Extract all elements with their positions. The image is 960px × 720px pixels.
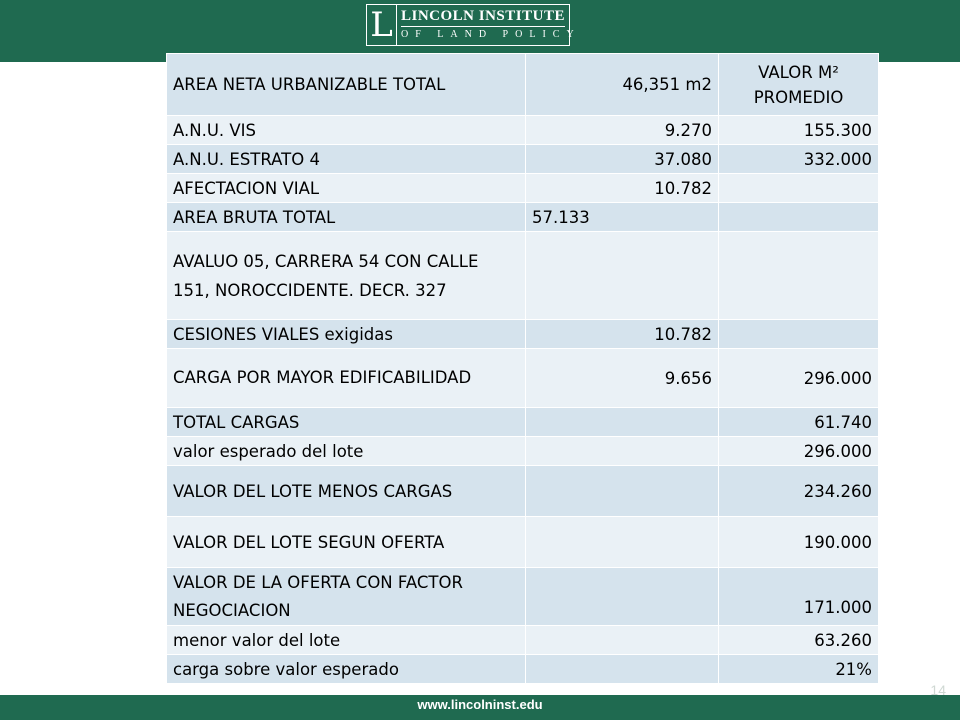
table-row [167,145,879,174]
table-row [167,203,879,232]
table-row [167,466,879,517]
area-value: 9.656 [526,349,719,408]
logo-subtitle: OF LAND POLICY [401,29,581,40]
table-row [167,174,879,203]
row-label: AVALUO 05, CARRERA 54 CON CALLE 151, NOROCCIDENTE. DECR. 327 [167,232,526,320]
table-row [167,116,879,145]
area-value [526,466,719,517]
row-label: A.N.U. VIS [167,116,526,145]
footer-url[interactable]: www.lincolninst.edu [417,697,543,712]
price-value: 296.000 [719,349,879,408]
area-value [526,568,719,626]
row-label: VALOR DEL LOTE MENOS CARGAS [167,466,526,517]
price-value: 61.740 [719,408,879,437]
row-label: carga sobre valor esperado [167,655,526,684]
row-label: A.N.U. ESTRATO 4 [167,145,526,174]
area-value [526,626,719,655]
price-value: 63.260 [719,626,879,655]
area-value: 9.270 [526,116,719,145]
price-value [719,203,879,232]
cost-analysis-table [166,53,879,684]
price-value [719,174,879,203]
price-value: 332.000 [719,145,879,174]
table-row [167,626,879,655]
row-label: TOTAL CARGAS [167,408,526,437]
table-row [167,408,879,437]
table-row [167,320,879,349]
row-label: AFECTACION VIAL [167,174,526,203]
price-value: 155.300 [719,116,879,145]
row-label: VALOR DEL LOTE SEGUN OFERTA [167,517,526,568]
logo-divider [401,26,565,27]
table-row [167,655,879,684]
price-value: VALOR M² PROMEDIO [719,54,879,116]
page-number: 14 [930,682,946,698]
price-value: 171.000 [719,568,879,626]
table-row [167,568,879,626]
area-value: 57.133 [526,203,719,232]
table-row [167,232,879,320]
table-row [167,54,879,116]
row-label: CESIONES VIALES exigidas [167,320,526,349]
row-label: menor valor del lote [167,626,526,655]
price-value: 190.000 [719,517,879,568]
lincoln-institute-logo [366,4,581,46]
area-value [526,517,719,568]
price-value: 21% [719,655,879,684]
row-label: AREA BRUTA TOTAL [167,203,526,232]
price-value: 234.260 [719,466,879,517]
area-value [526,655,719,684]
area-value: 10.782 [526,320,719,349]
logo-title: LINCOLN INSTITUTE [401,8,565,24]
table-row [167,437,879,466]
table-row [167,349,879,408]
price-value [719,320,879,349]
logo-letter: L [367,5,397,45]
area-value: 37.080 [526,145,719,174]
area-value: 46,351 m2 [526,54,719,116]
area-value [526,232,719,320]
area-value: 10.782 [526,174,719,203]
row-label: CARGA POR MAYOR EDIFICABILIDAD [167,349,526,408]
row-label: AREA NETA URBANIZABLE TOTAL [167,54,526,116]
row-label: VALOR DE LA OFERTA CON FACTOR NEGOCIACION [167,568,526,626]
area-value [526,437,719,466]
price-value: 296.000 [719,437,879,466]
table-row [167,517,879,568]
price-value [719,232,879,320]
row-label: valor esperado del lote [167,437,526,466]
area-value [526,408,719,437]
